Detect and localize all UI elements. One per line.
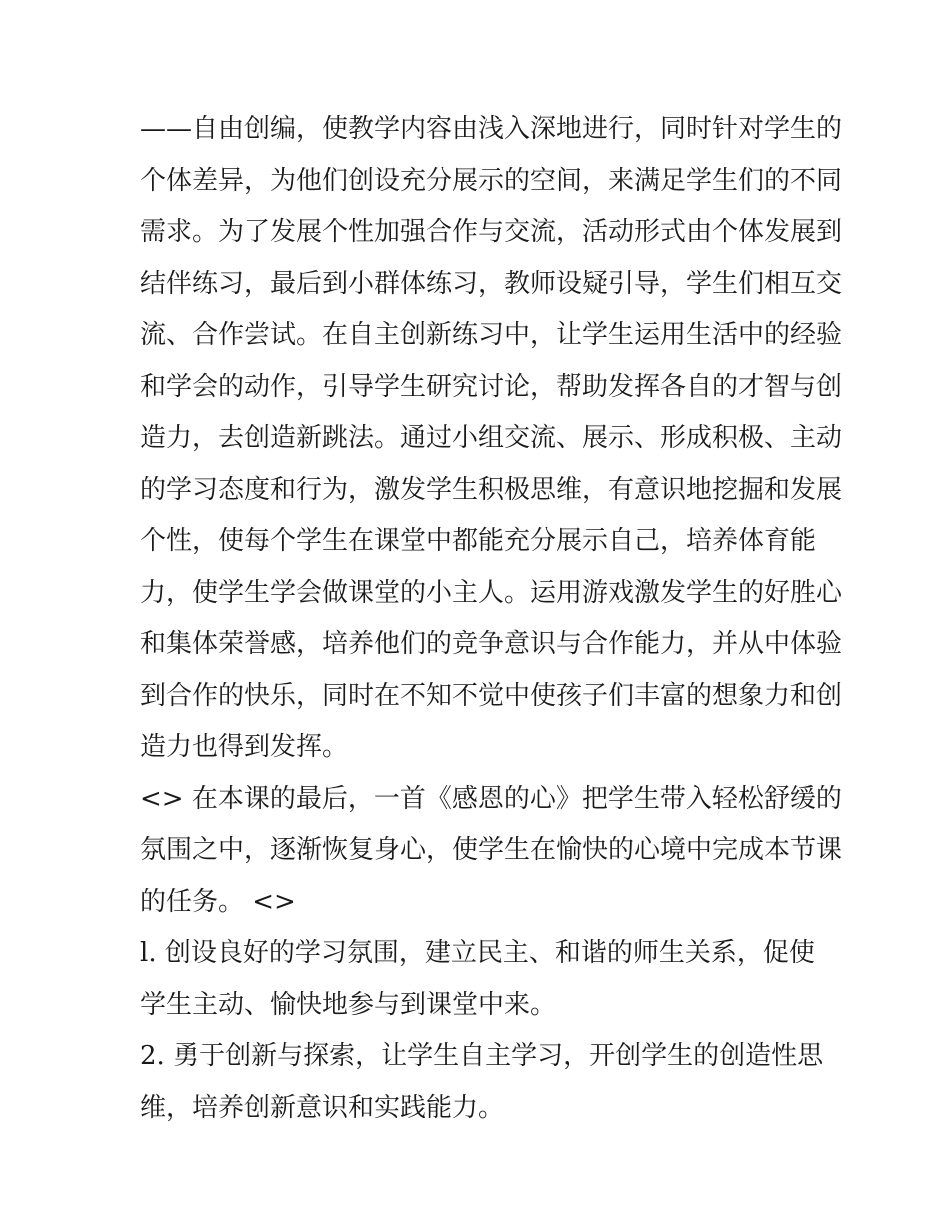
text-line: 个性，使每个学生在课堂中都能充分展示自己，培养体育能 [140,526,817,556]
text-line: 的学习态度和行为，激发学生积极思维，有意识地挖掘和发展 [140,474,843,505]
list-item-line: l. 创设良好的学习氛围，建立民主、和谐的师生关系，促使 [140,938,815,968]
text-line: 的任务。 <> [140,886,296,917]
list-item-line: 维，培养创新意识和实践能力。 [140,1092,505,1123]
text-line: 个体差异，为他们创设充分展示的空间，来满足学生们的不同 [140,165,843,196]
text-line: 和学会的动作，引导学生研究讨论，帮助发挥各自的才智与创 [140,371,843,402]
document-body [140,110,843,1140]
text-line: 流、合作尝试。在自主创新练习中，让学生运用生活中的经验 [140,320,843,350]
text-line: 和集体荣誉感，培养他们的竞争意识与合作能力，并从中体验 [140,629,843,659]
list-item-line: 学生主动、愉快地参与到课堂中来。 [140,989,557,1020]
text-line: <> 在本课的最后，一首《感恩的心》把学生带入轻松舒缓的 [140,783,842,814]
text-line: 到合作的快乐，同时在不知不觉中使孩子们丰富的想象力和创 [140,680,843,711]
text-line: 造力，去创造新跳法。通过小组交流、展示、形成积极、主动 [140,423,843,453]
text-line: 需求。为了发展个性加强合作与交流，活动形式由个体发展到 [140,217,843,247]
text-line: 造力也得到发挥。 [140,732,349,762]
list-item-line: 2. 勇于创新与探索，让学生自主学习，开创学生的创造性思 [140,1041,824,1071]
text-line: 力，使学生学会做课堂的小主人。运用游戏激发学生的好胜心 [140,577,843,608]
text-line: 结伴练习，最后到小群体练习，教师设疑引导，学生们相互交 [140,268,843,299]
text-line: 氛围之中，逐渐恢复身心，使学生在愉快的心境中完成本节课 [140,835,843,865]
text-line: ——自由创编，使教学内容由浅入深地进行，同时针对学生的 [140,114,843,144]
